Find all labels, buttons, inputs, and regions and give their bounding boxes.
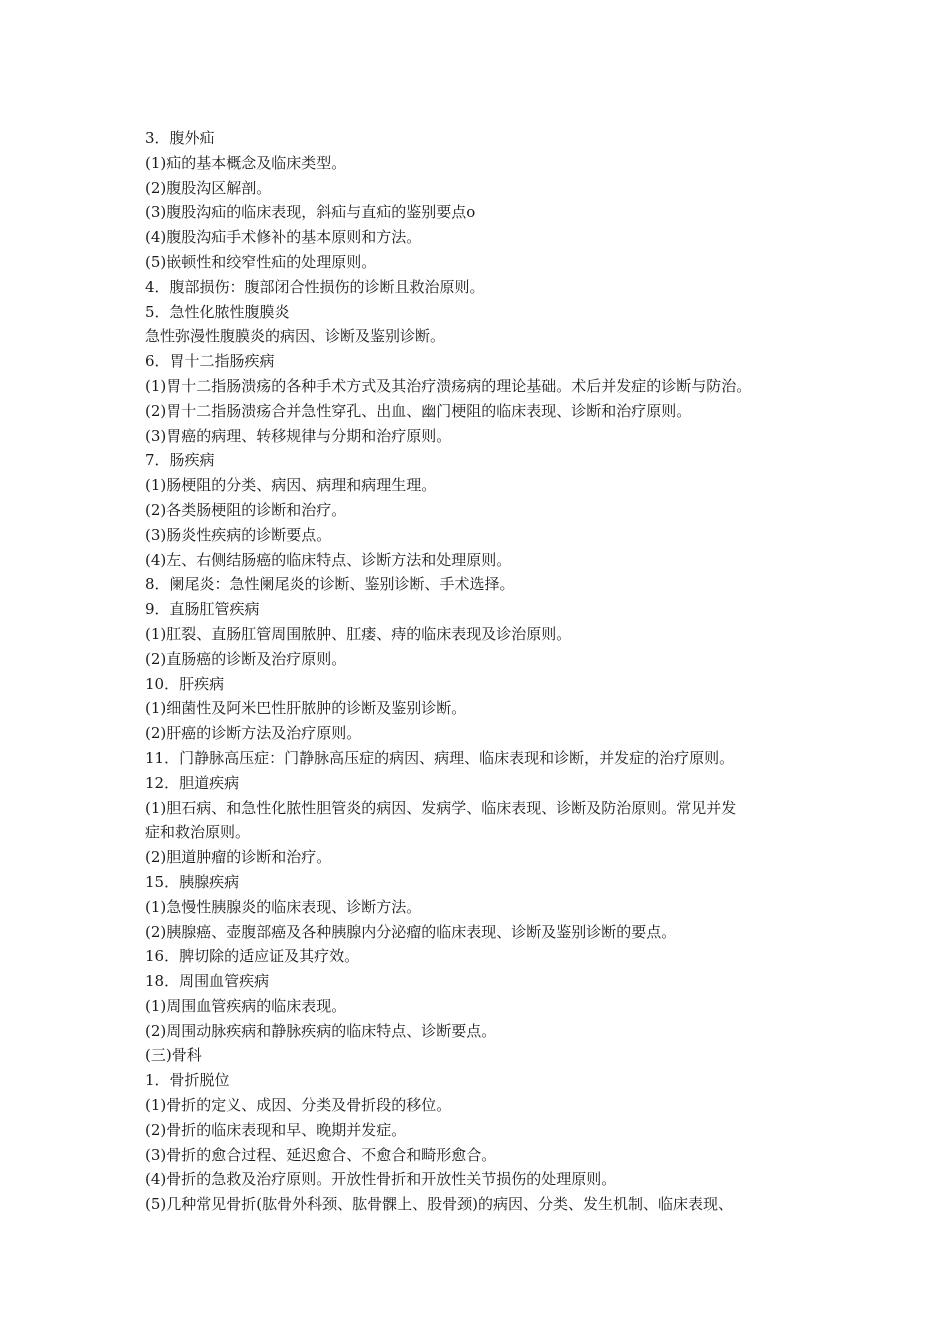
list-item: (3)肠炎性疾病的诊断要点。 — [145, 525, 332, 544]
list-item: (1)急慢性胰腺炎的临床表现、诊断方法。 — [145, 897, 422, 916]
list-item: (4)腹股沟疝手术修补的基本原则和方法。 — [145, 228, 422, 247]
section-heading-intestinal: 7．肠疾病 — [145, 451, 215, 470]
list-item: (2)骨折的临床表现和早、晚期并发症。 — [145, 1120, 407, 1139]
section-heading-gastroduodenal: 6．胃十二指肠疾病 — [145, 352, 275, 371]
section-heading-portal-hypertension: 11．门静脉高压症：门静脉高压症的病因、病理、临床表现和诊断，并发症的治疗原则。 — [145, 748, 735, 767]
list-item: (5)几种常见骨折(肱骨外科颈、肱骨髁上、股骨颈)的病因、分类、发生机制、临床表现、 — [145, 1195, 733, 1214]
list-item: (3)腹股沟疝的临床表现，斜疝与直疝的鉴别要点o — [145, 203, 476, 222]
list-item: (1)胃十二指肠溃疡的各种手术方式及其治疗溃疡病的理论基础。术后并发症的诊断与防治。 — [145, 376, 752, 395]
section-heading-appendicitis: 8．阑尾炎：急性阑尾炎的诊断、鉴别诊断、手术选择。 — [145, 575, 515, 594]
list-item: (2)胆道肿瘤的诊断和治疗。 — [145, 848, 332, 867]
list-item: (2)腹股沟区解剖。 — [145, 178, 272, 197]
list-item: (3)骨折的愈合过程、延迟愈合、不愈合和畸形愈合。 — [145, 1145, 497, 1164]
list-item: (1)疝的基本概念及临床类型。 — [145, 153, 347, 172]
section-heading-abdominal-injury: 4．腹部损伤：腹部闭合性损伤的诊断且救治原则。 — [145, 277, 485, 296]
section-heading-orthopedics: (三)骨科 — [145, 1046, 202, 1065]
list-item: (2)胰腺癌、壶腹部癌及各种胰腺内分泌瘤的临床表现、诊断及鉴别诊断的要点。 — [145, 922, 677, 941]
list-item: (1)胆石病、和急性化脓性胆管炎的病因、发病学、临床表现、诊断及防治原则。常见并发 — [145, 798, 737, 817]
section-heading-anorectal: 9．直肠肛管疾病 — [145, 600, 260, 619]
list-item: (2)直肠癌的诊断及治疗原则。 — [145, 649, 347, 668]
section-heading-peritonitis: 5．急性化脓性腹膜炎 — [145, 302, 290, 321]
list-item-continuation: 症和救治原则。 — [145, 823, 251, 842]
list-item: (2)胃十二指肠溃疡合并急性穿孔、出血、幽门梗阻的临床表现、诊断和治疗原则。 — [145, 401, 692, 420]
document-body — [145, 126, 835, 1217]
section-heading-fracture: 1．骨折脱位 — [145, 1071, 230, 1090]
section-heading-liver: 10．肝疾病 — [145, 674, 225, 693]
list-item: (4)骨折的急救及治疗原则。开放性骨折和开放性关节损伤的处理原则。 — [145, 1170, 617, 1189]
list-item: (2)肝癌的诊断方法及治疗原则。 — [145, 724, 362, 743]
paragraph-text: 急性弥漫性腹膜炎的病因、诊断及鉴别诊断。 — [145, 327, 446, 346]
section-heading-hernia: 3．腹外疝 — [145, 129, 215, 147]
list-item: (1)肠梗阻的分类、病因、病理和病理生理。 — [145, 476, 437, 495]
list-item: (2)各类肠梗阻的诊断和治疗。 — [145, 500, 347, 519]
section-heading-vascular: 18．周围血管疾病 — [145, 972, 270, 991]
list-item: (1)肛裂、直肠肛管周围脓肿、肛瘘、痔的临床表现及诊治原则。 — [145, 624, 572, 643]
list-item: (3)胃癌的病理、转移规律与分期和治疗原则。 — [145, 426, 452, 445]
list-item: (1)周围血管疾病的临床表现。 — [145, 996, 347, 1015]
list-item: (5)嵌顿性和绞窄性疝的处理原则。 — [145, 252, 377, 271]
list-item: (1)骨折的定义、成因、分类及骨折段的移位。 — [145, 1096, 452, 1115]
list-item: (1)细菌性及阿米巴性肝脓肿的诊断及鉴别诊断。 — [145, 699, 467, 718]
list-item: (2)周围动脉疾病和静脉疾病的临床特点、诊断要点。 — [145, 1021, 497, 1040]
list-item: (4)左、右侧结肠癌的临床特点、诊断方法和处理原则。 — [145, 550, 512, 569]
section-heading-pancreas: 15．胰腺疾病 — [145, 872, 240, 891]
section-heading-splenectomy: 16．脾切除的适应证及其疗效。 — [145, 947, 360, 966]
section-heading-biliary: 12．胆道疾病 — [145, 773, 240, 792]
